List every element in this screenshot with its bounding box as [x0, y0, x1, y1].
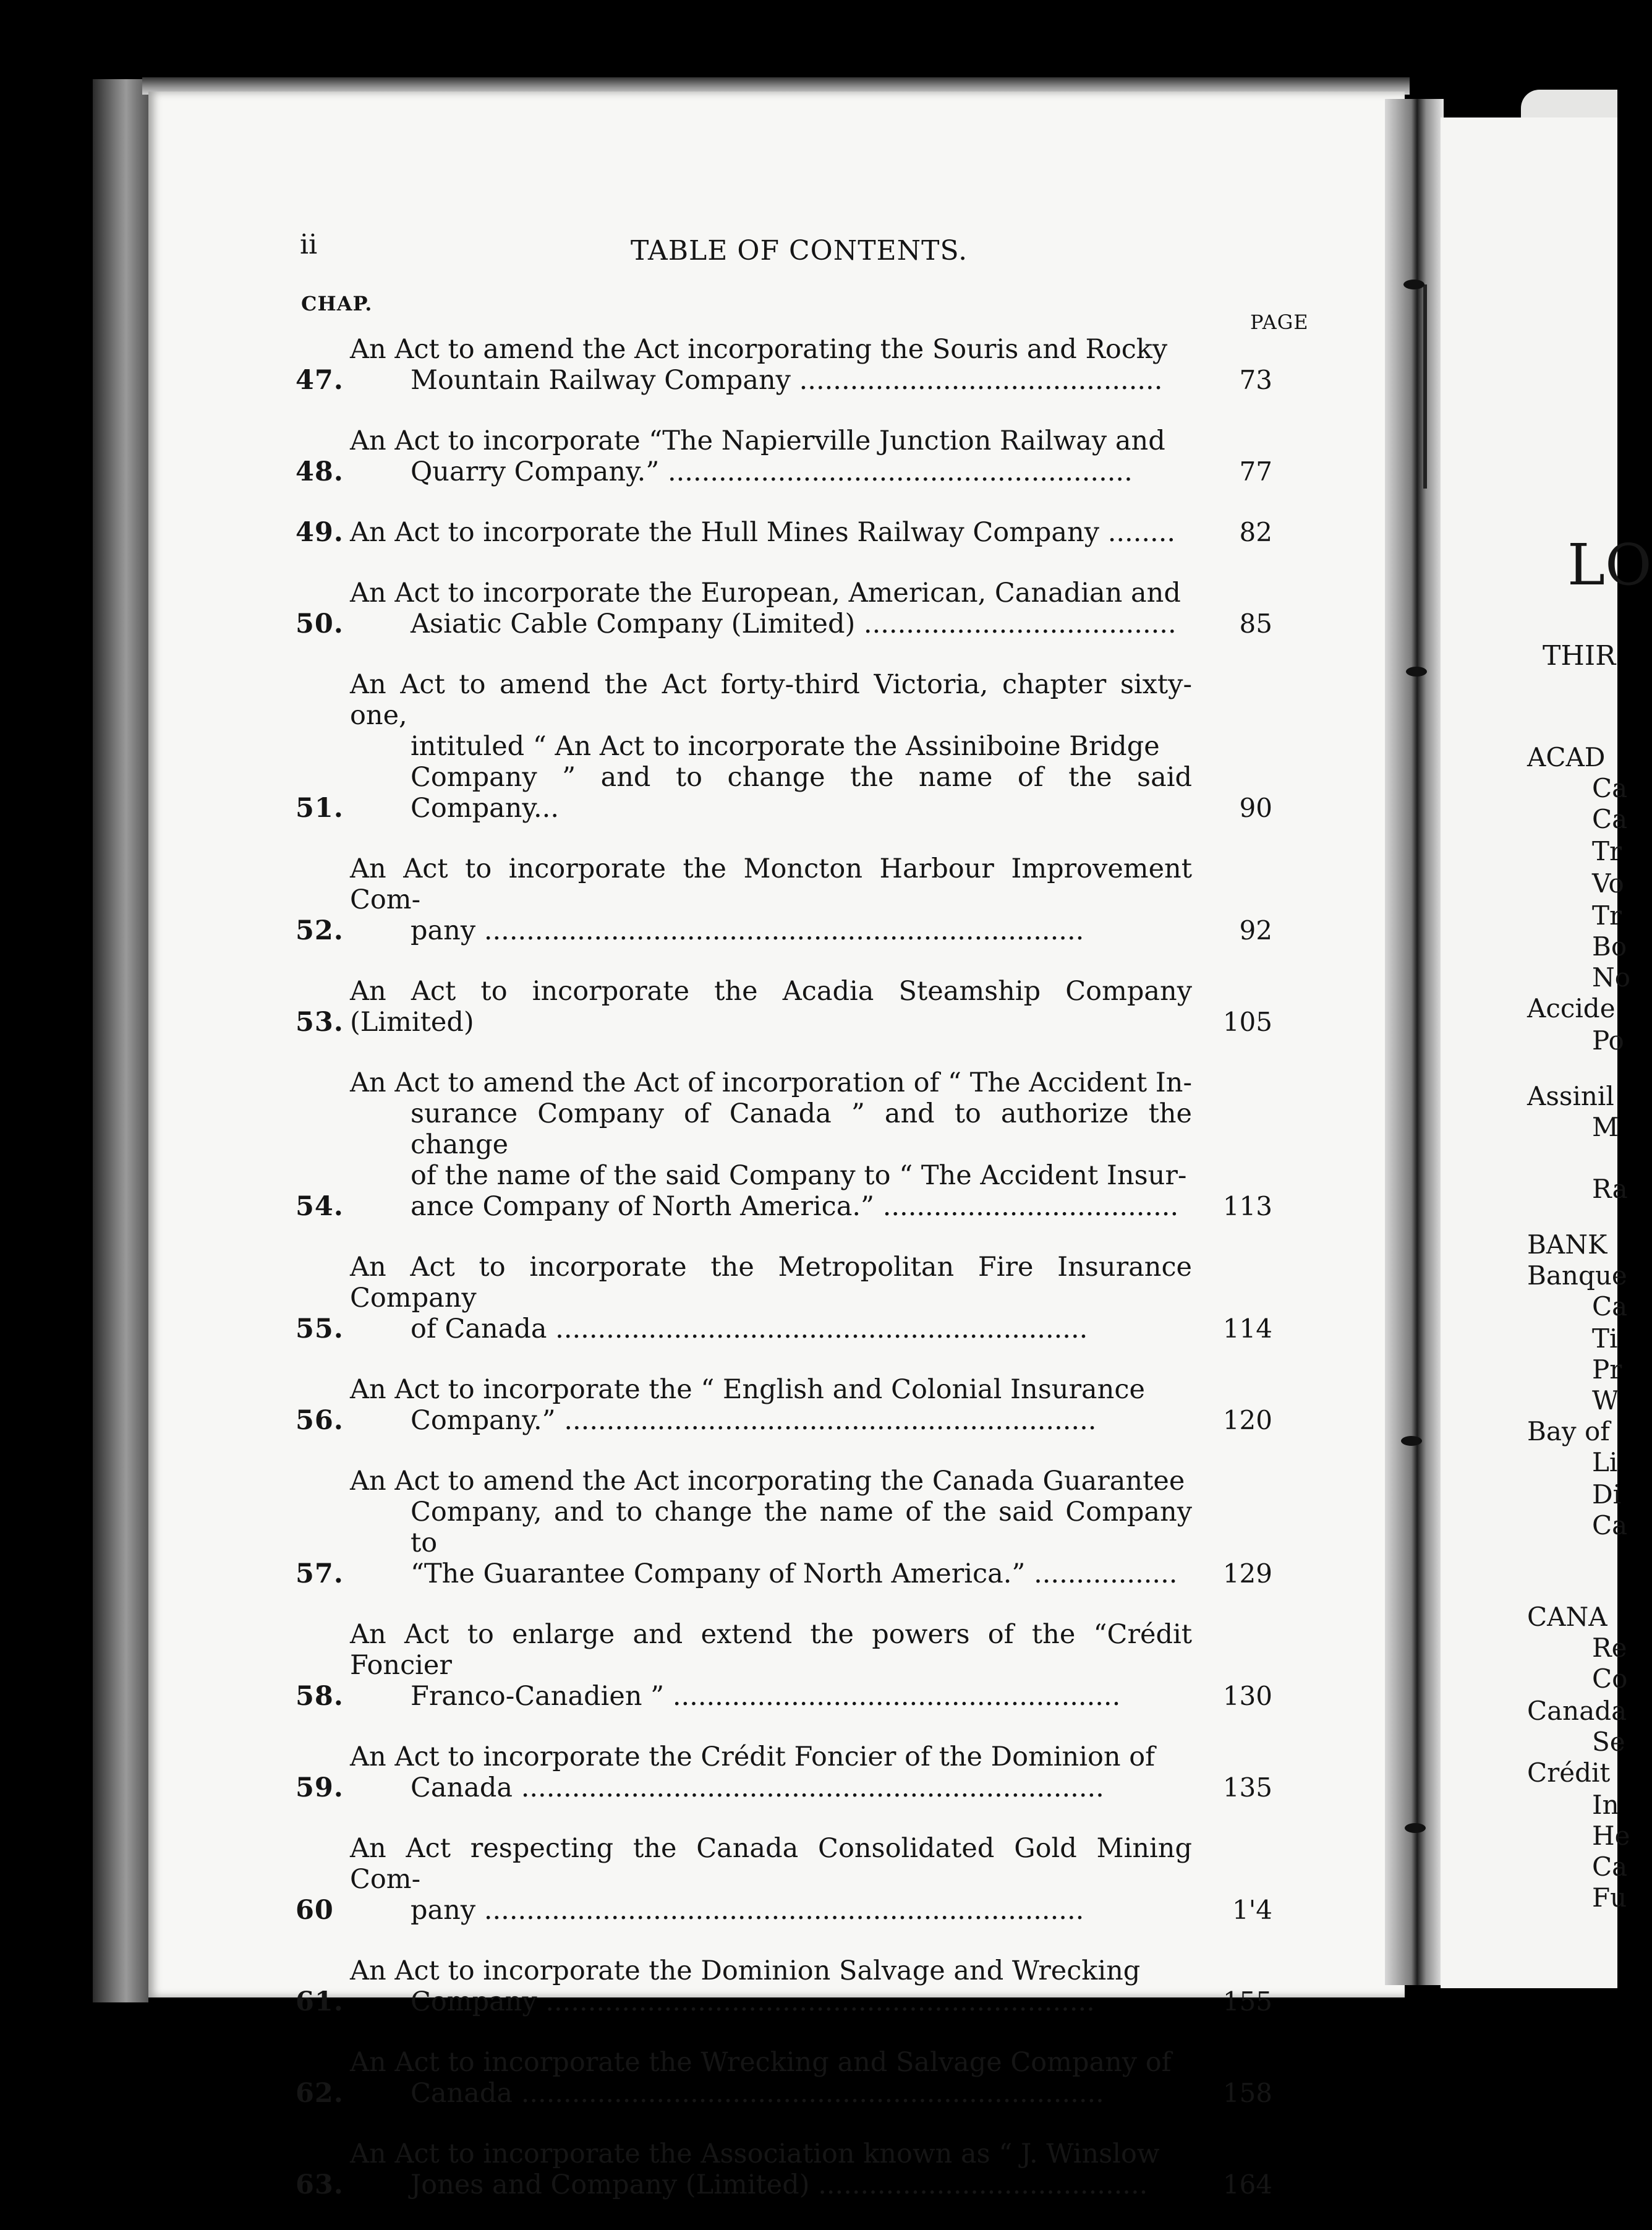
chapter-number: 63.	[296, 2169, 344, 2200]
entry-page-number: 1'4	[1232, 1895, 1272, 1925]
chapter-number: 52.	[296, 915, 344, 946]
entry-page-number: 105	[1222, 1007, 1272, 1037]
right-page-index-fragment: Ti	[1592, 1323, 1618, 1354]
right-page-index-fragment: M	[1592, 1112, 1619, 1142]
entry-title-continuation: Jones and Company (Limited) .......................................	[411, 2169, 1148, 2200]
entry-page-number: 90	[1239, 793, 1272, 823]
entry-page-number: 92	[1239, 915, 1272, 946]
entry-title-continuation: “The Guarantee Company of North America.” .................	[411, 1558, 1178, 1589]
entry-title	[350, 1741, 1192, 1803]
right-page-index-fragment: Vo	[1592, 868, 1624, 899]
right-page-index-fragment: Ra	[1592, 1174, 1628, 1204]
right-page-index-fragment: Li	[1592, 1447, 1618, 1477]
entry-title	[350, 1374, 1192, 1436]
entry-page-number: 114	[1222, 1314, 1272, 1344]
entry-page-number: 164	[1222, 2169, 1272, 2200]
entry-title-line: An Act to amend the Act of incorporation of “ The Accident In-	[350, 1067, 1192, 1098]
binding-mark	[1405, 1823, 1426, 1833]
chapter-number: 55.	[296, 1314, 344, 1344]
contents-entry	[296, 2047, 1297, 2109]
entry-title	[350, 578, 1192, 639]
contents-entry	[296, 669, 1297, 824]
right-page-index-fragment: Ca	[1592, 1510, 1628, 1540]
entry-title-line: An Act to amend the Act incorporating the Canada Guarantee	[350, 1466, 1185, 1497]
right-page-index-fragment: No	[1592, 962, 1631, 993]
entry-page-number: 82	[1239, 517, 1272, 547]
chapter-number: 49.	[296, 517, 344, 548]
binding-mark	[1401, 1436, 1422, 1446]
entry-title-continuation: Quarry Company.” .......................................................	[411, 456, 1133, 487]
right-page-index-fragment: Crédit	[1527, 1758, 1611, 1788]
entry-page-number: 129	[1222, 1558, 1272, 1589]
right-page-index-fragment: Ca	[1592, 804, 1628, 834]
right-page-heading: LO	[1567, 532, 1652, 598]
book-gutter	[1385, 99, 1444, 1985]
contents-entry	[296, 425, 1297, 487]
entry-title-line: An Act to incorporate the Crédit Foncier of the Dominion of	[350, 1741, 1156, 1772]
right-page-index-fragment: Pr	[1592, 1354, 1622, 1385]
chapter-number: 58.	[296, 1681, 344, 1712]
binding-mark	[1406, 667, 1427, 677]
right-page-index-fragment: Po	[1592, 1025, 1624, 1056]
entry-title-continuation: Mountain Railway Company ...........................................	[411, 365, 1163, 396]
right-page-index-fragment: Tr	[1592, 836, 1622, 866]
book-cover-edge	[93, 79, 148, 2002]
right-page-index-fragment: Tr	[1592, 900, 1622, 931]
contents-entry	[296, 1833, 1297, 1926]
right-page-index-fragment: Banque	[1527, 1260, 1627, 1291]
entry-title-line: An Act to incorporate “The Napierville Junction Railway and	[350, 425, 1165, 456]
entry-title	[350, 853, 1192, 946]
entry-title-line: An Act to incorporate the Dominion Salvage and Wrecking	[350, 1955, 1141, 1986]
entry-page-number: 77	[1239, 456, 1272, 487]
entry-title-continuation: surance Company of Canada ” and to authorize the change	[411, 1098, 1192, 1160]
entry-title-line: An Act to incorporate the Hull Mines Railway Company ........	[350, 517, 1176, 548]
right-page-index-fragment: Co	[1592, 1664, 1628, 1694]
entry-title-continuation: of Canada ...............................................................	[411, 1314, 1088, 1344]
entry-title-continuation: Canada .....................................................................	[411, 1772, 1104, 1803]
contents-list	[296, 334, 1297, 2230]
entry-title	[350, 2138, 1192, 2200]
chapter-number: 50.	[296, 609, 344, 639]
right-page-index-fragment: Assinil	[1527, 1081, 1614, 1111]
entry-title-continuation: Company ” and to change the name of the said Company...	[411, 762, 1192, 824]
contents-entry	[296, 976, 1297, 1038]
right-page-index-fragment: Bo	[1592, 931, 1627, 962]
entry-title-line: An Act to incorporate the Wrecking and Salvage Company of	[350, 2047, 1172, 2078]
right-page-index-fragment: W	[1592, 1385, 1619, 1416]
entry-page-number: 155	[1222, 1986, 1272, 2017]
entry-title	[350, 976, 1192, 1038]
entry-title	[350, 425, 1192, 487]
contents-entry	[296, 1619, 1297, 1712]
entry-title-line: An Act to incorporate the Metropolitan Fire Insurance Company	[350, 1252, 1192, 1314]
contents-entry	[296, 1374, 1297, 1436]
entry-title	[350, 1252, 1192, 1344]
entry-title-continuation: Company.” ...............................................................	[411, 1405, 1097, 1436]
chapter-number: 57.	[296, 1558, 344, 1589]
chapter-number: 59.	[296, 1772, 344, 1803]
right-page-index-fragment: Fu	[1592, 1882, 1627, 1913]
entry-page-number: 73	[1239, 365, 1272, 395]
entry-title	[350, 1833, 1192, 1926]
contents-entry	[296, 517, 1297, 548]
chapter-number: 62.	[296, 2078, 344, 2109]
chapter-number: 48.	[296, 456, 344, 487]
entry-title-line: An Act to incorporate the “ English and Colonial Insurance	[350, 1374, 1145, 1405]
running-head: TABLE OF CONTENTS.	[631, 235, 968, 267]
entry-page-number: 85	[1239, 609, 1272, 639]
entry-page-number: 120	[1222, 1405, 1272, 1435]
right-page-index-fragment: Accide	[1527, 993, 1616, 1023]
entry-title-line: An Act respecting the Canada Consolidated Gold Mining Com-	[350, 1833, 1192, 1895]
right-page-index-fragment: ACAD	[1527, 742, 1606, 772]
contents-entry	[296, 334, 1297, 396]
entry-title-continuation: Franco-Canadien ” .....................................................	[411, 1681, 1121, 1712]
chap-column-label: CHAP.	[301, 292, 373, 315]
entry-page-number: 130	[1222, 1681, 1272, 1711]
entry-title	[350, 1067, 1192, 1222]
right-page-index-fragment: Re	[1592, 1633, 1627, 1663]
entry-title-line: An Act to amend the Act incorporating the Souris and Rocky	[350, 334, 1168, 365]
entry-title-continuation: Company, and to change the name of the said Company to	[411, 1497, 1192, 1558]
right-page-index-fragment: In	[1592, 1790, 1619, 1820]
entry-title-continuation: Asiatic Cable Company (Limited) .....................................	[411, 609, 1177, 639]
entry-page-number: 113	[1222, 1191, 1272, 1221]
chapter-number: 54.	[296, 1191, 344, 1222]
entry-title-continuation: pany .......................................................................	[411, 1895, 1084, 1926]
entry-title-line: An Act to enlarge and extend the powers of the “Crédit Foncier	[350, 1619, 1192, 1681]
contents-entry	[296, 1466, 1297, 1589]
entry-title-continuation: Company .................................................................	[411, 1986, 1095, 2017]
entry-title	[350, 517, 1192, 548]
entry-title	[350, 2047, 1192, 2109]
entry-title-line: An Act to incorporate the Association known as “ J. Winslow	[350, 2138, 1160, 2169]
entry-title	[350, 669, 1192, 824]
contents-entry	[296, 1955, 1297, 2017]
chapter-number: 53.	[296, 1007, 344, 1038]
entry-title-continuation: ance Company of North America.” ...................................	[411, 1191, 1179, 1222]
entry-page-number: 158	[1222, 2078, 1272, 2108]
chapter-number: 51.	[296, 793, 344, 824]
right-page-index-fragment: CANA	[1527, 1602, 1607, 1632]
entry-title	[350, 1619, 1192, 1712]
entry-title	[350, 1955, 1192, 2017]
chapter-number: 47.	[296, 365, 344, 396]
right-page-subheading: THIR	[1543, 640, 1616, 672]
entry-title-line: An Act to incorporate the Acadia Steamship Company (Limited)	[350, 976, 1192, 1038]
entry-title-continuation: pany .......................................................................	[411, 915, 1084, 946]
entry-title-continuation: of the name of the said Company to “ The Accident Insur-	[411, 1160, 1187, 1191]
entry-title-line: An Act to amend the Act forty-third Victoria, chapter sixty-one,	[350, 669, 1192, 731]
gutter-shadow-line	[1423, 284, 1427, 489]
contents-entry	[296, 578, 1297, 639]
entry-title-continuation: Canada .....................................................................	[411, 2078, 1104, 2109]
entry-page-number: 135	[1222, 1772, 1272, 1803]
contents-entry	[296, 2138, 1297, 2200]
contents-entry	[296, 1252, 1297, 1344]
entry-title	[350, 334, 1192, 396]
contents-entry	[296, 853, 1297, 946]
entry-title-continuation: intituled “ An Act to incorporate the Assiniboine Bridge	[411, 731, 1160, 762]
contents-entry	[296, 1741, 1297, 1803]
right-page-index-fragment: Canada	[1527, 1696, 1627, 1726]
entry-title	[350, 1466, 1192, 1589]
right-page-index-fragment: Ca	[1592, 1291, 1628, 1322]
right-page-index-fragment: Ca	[1592, 1852, 1628, 1882]
page-folio: ii	[300, 229, 318, 260]
right-page-index-fragment: Bay of	[1527, 1416, 1610, 1446]
contents-entry	[296, 1067, 1297, 1222]
entry-title-line: An Act to incorporate the European, American, Canadian and	[350, 578, 1181, 609]
chapter-number: 60	[296, 1895, 334, 1926]
page-column-label: PAGE	[1250, 310, 1309, 334]
right-page-index-fragment: Ca	[1592, 773, 1628, 803]
chapter-number: 61.	[296, 1986, 344, 2017]
binding-mark	[1403, 280, 1424, 289]
right-page-index-fragment: He	[1592, 1821, 1630, 1851]
right-page-index-fragment: BANK	[1527, 1229, 1607, 1260]
right-page-index-fragment: Se	[1592, 1727, 1625, 1757]
chapter-number: 56.	[296, 1405, 344, 1436]
right-page-index-fragment: Di	[1592, 1479, 1622, 1510]
entry-title-line: An Act to incorporate the Moncton Harbour Improvement Com-	[350, 853, 1192, 915]
